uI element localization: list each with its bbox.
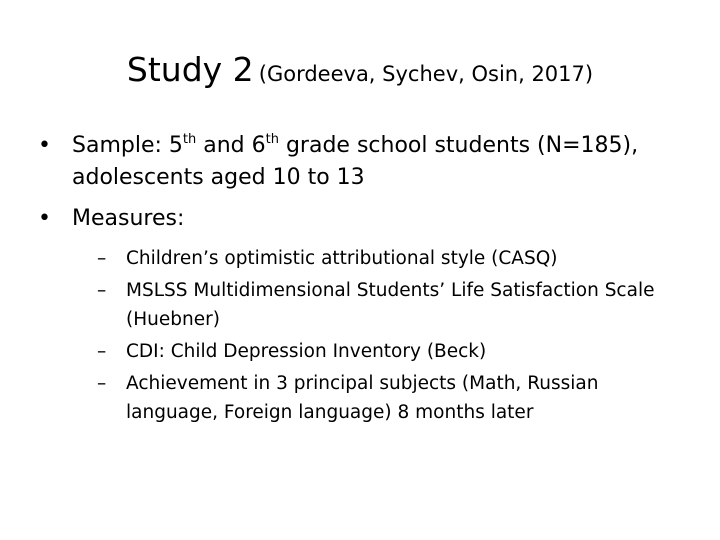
sample-text-part-2: and 6 — [196, 133, 266, 158]
dash-mark: – — [97, 341, 107, 362]
measure-item — [97, 369, 686, 427]
slide-title — [0, 44, 720, 102]
bullet-mark: • — [38, 206, 51, 231]
sample-text-part-3: grade school students (N=185), adolescents aged 10 to 13 — [72, 133, 639, 190]
measure-text: Children’s optimistic attributional style (CASQ) — [126, 248, 558, 269]
measures-list — [38, 244, 698, 427]
bullet-sample — [38, 130, 698, 194]
dash-mark: – — [97, 280, 107, 301]
measure-item — [97, 276, 686, 334]
title-main: Study 2 — [126, 50, 254, 89]
sample-text-part-1: Sample: 5 — [72, 133, 183, 158]
slide-body — [38, 130, 698, 429]
sample-superscript-2: th — [265, 132, 279, 147]
measure-text: CDI: Child Depression Inventory (Beck) — [126, 341, 487, 362]
bullet-mark: • — [38, 133, 51, 158]
measures-heading: Measures: — [72, 206, 185, 231]
measure-text: Achievement in 3 principal subjects (Math, Russian language, Foreign language) 8 months later — [126, 373, 599, 423]
measure-item — [97, 244, 686, 273]
bullet-measures — [38, 203, 698, 235]
dash-mark: – — [97, 248, 107, 269]
measure-item — [97, 337, 686, 366]
title-citation: (Gordeeva, Sychev, Osin, 2017) — [258, 62, 594, 86]
dash-mark: – — [97, 373, 107, 394]
sample-superscript-1: th — [182, 132, 197, 147]
measure-text: MSLSS Multidimensional Students’ Life Satisfaction Scale (Huebner) — [126, 280, 655, 330]
